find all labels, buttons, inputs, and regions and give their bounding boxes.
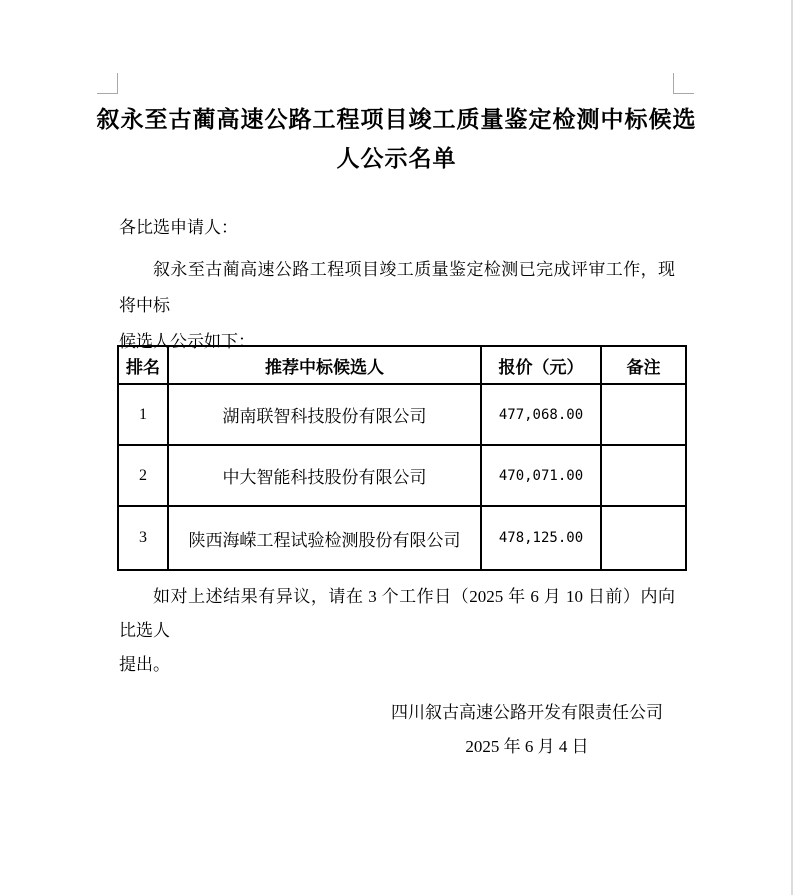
price-cell: 478,125.00 <box>481 506 601 570</box>
rank-cell: 1 <box>118 384 168 445</box>
candidate-cell: 陕西海嵘工程试验检测股份有限公司 <box>168 506 481 570</box>
intro-line-2: 候选人公示如下： <box>119 332 255 351</box>
remark-cell <box>601 445 686 506</box>
candidate-cell: 中大智能科技股份有限公司 <box>168 445 481 506</box>
table-header-row <box>118 346 686 384</box>
candidate-cell: 湖南联智科技股份有限公司 <box>168 384 481 445</box>
remark-cell <box>601 506 686 570</box>
signature-company: 四川叙古高速公路开发有限责任公司 <box>391 703 663 722</box>
objection-line-2: 提出。 <box>119 655 170 674</box>
rank-cell: 2 <box>118 445 168 506</box>
table-row <box>118 445 686 506</box>
signature-block <box>327 696 727 764</box>
bid-candidates-table <box>117 345 687 571</box>
salutation-text: 各比选申请人： <box>119 218 238 237</box>
remark-cell <box>601 384 686 445</box>
rank-cell: 3 <box>118 506 168 570</box>
objection-line-1: 如对上述结果有异议，请在 3 个工作日（2025 年 6 月 10 日前）内向比选人 <box>119 587 675 640</box>
margin-corner-mark-top-right-icon <box>673 73 694 94</box>
header-price: 报价（元） <box>481 346 601 384</box>
price-cell: 477,068.00 <box>481 384 601 445</box>
margin-corner-mark-top-left-icon <box>97 73 118 94</box>
document-title-line-2: 人公示名单 <box>336 146 457 171</box>
document-title-line-1: 叙永至古蔺高速公路工程项目竣工质量鉴定检测中标候选 <box>96 107 697 132</box>
table-row <box>118 384 686 445</box>
signature-date: 2025 年 6 月 4 日 <box>465 737 589 756</box>
table-row <box>118 506 686 570</box>
header-candidate: 推荐中标候选人 <box>168 346 481 384</box>
bid-candidates-table-wrap <box>117 345 687 571</box>
price-cell: 470,071.00 <box>481 445 601 506</box>
intro-paragraph <box>119 252 675 360</box>
document-title <box>0 100 793 178</box>
header-remark: 备注 <box>601 346 686 384</box>
header-rank: 排名 <box>118 346 168 384</box>
objection-paragraph <box>119 580 675 682</box>
intro-line-1: 叙永至古蔺高速公路工程项目竣工质量鉴定检测已完成评审工作，现将中标 <box>119 260 675 315</box>
